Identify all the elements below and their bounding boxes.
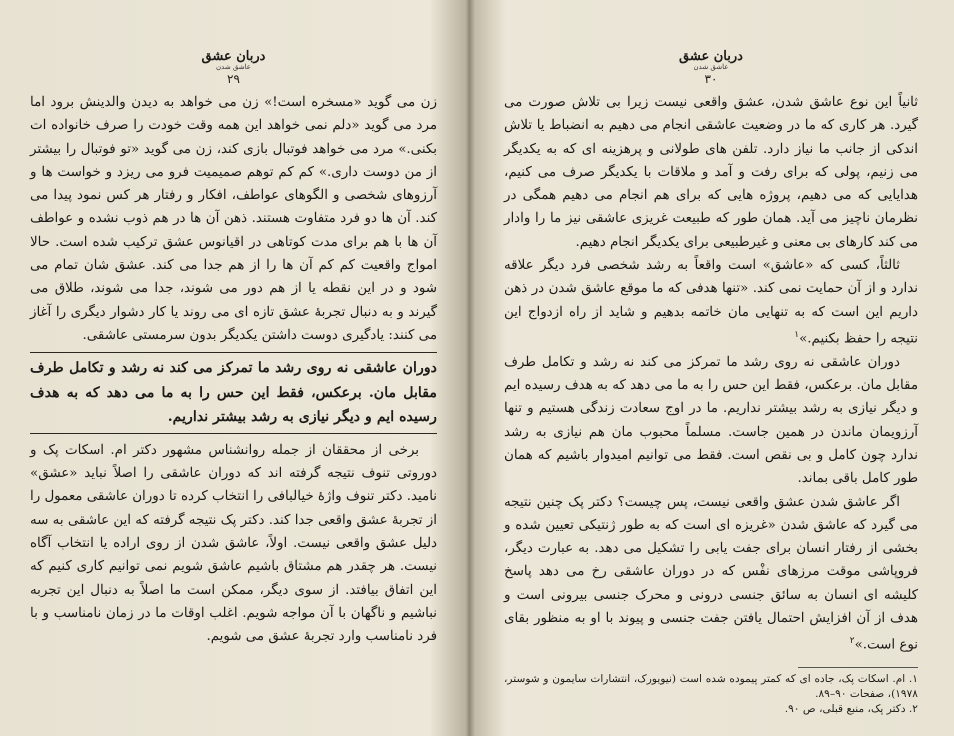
paragraph — [504, 254, 918, 351]
pull-quote: دوران عاشقی نه روی رشد ما تمرکز می کند نه رشد و تکامل طرف مقابل مان. برعکس، فقط این حس را به ما می دهد که به هدف رسیده ایم و دیگر نیازی به رشد بیشتر نداریم. — [30, 352, 437, 434]
book-logo: دربان عشق — [679, 49, 743, 64]
footnote: ۱. ام. اسکات پک، جاده ای که کمتر پیموده شده است (نیویورک، انتشارات سایمون و شوستر، ۱۹۷۸)، صفحات ۹۰–۸۹. — [504, 673, 918, 701]
footnote: ۲. دکتر پک، منبع قبلی، ص ۹۰. — [784, 703, 918, 716]
paragraph-text: ثالثاً، کسی که «عاشق» است واقعاً به رشد شخصی فرد دیگر علاقه ندارد و از آن حمایت نمی کند. «تنها هدفی که ما موقع عاشق شدن در ذهن داریم این است که به تنهایی مان خاتمه بدهیم و شاید از راه ازدواج این نتیجه را حفظ بکنیم.» — [504, 258, 918, 347]
paragraph: دوران عاشقی نه روی رشد ما تمرکز می کند نه رشد و تکامل طرف مقابل مان. برعکس، فقط این حس را به ما می دهد که به هدف رسیده ایم و دیگر نیازی به رشد بیشتر نداریم. ما در اوج سعادت زندگی هستیم و تنها آرزویمان ماندن در همین جاست. مسلماً محبوب مان هم نیازی به رشد ندارد چون کامل و بی نقص است. فقط می توانیم امیدوار باشیم که همان طور کامل باقی بماند. — [504, 354, 919, 487]
paragraph: زن می گوید «مسخره است!» زن می خواهد به دیدن والدینش برود اما مرد می گوید «دلم نمی خواهد این همه وقت خودت را صرف خانواده ات بکنی.» مرد می خواهد فوتبال بازی کند، زن می گوید «تو فوتبال را بیشتر از من دوست داری.» کم کم توهم صمیمیت فرو می ریزد و خواست ها و آرزوهای شخصی و الگوهای عواطف، افکار و رفتار هر کس نمود پیدا می کند. آن ها دو فرد متفاوت هستند. ذهن آن ها در هم ذوب نشده و عواطف آن ها با هم برای مدت کوتاهی در اقیانوس عشق ترکیب شده است. حالا امواج واقعیت کم کم آن ها را از هم جدا می کند. عشق شان تمام می شود و در این نقطه یا از هم دور می شوند، جدا می شوند، طلاق می گیرند و به دنبال تجربهٔ عشق تازه ای می روند یا کار دشوار دیگری را آغاز می کنند: یادگیری دوست داشتن یکدیگر بدون سرمستی عاشقی. — [30, 95, 437, 343]
book-logo-subtitle: عاشق شدن — [216, 63, 251, 71]
footnote-divider — [798, 667, 918, 668]
footnote-reference[interactable]: ۱ — [794, 329, 800, 340]
page-number: ۲۹ — [227, 72, 240, 86]
paragraph-text: اگر عاشق شدن عشق واقعی نیست، پس چیست؟ دکتر پک چنین نتیجه می گیرد که عاشق شدن «غریزه ای است که به طور ژنتیکی تعیین شده و بخشی از رفتار انسان برای جفت یابی را تشکیل می دهد. به عبارت دیگر، فروپاشی موقت مرزهای نفْس که در دوران عاشقی رخ می دهد پاسخ کلیشه ای انسان به سائق جنسی درونی و محرک جنسی بیرونی است و هدف از آن افزایش احتمال یافتن جفت جنسی و پیوند با او به منظور بقای نوع است.» — [504, 494, 919, 653]
footnote-reference[interactable]: ۲ — [849, 636, 855, 647]
paragraph — [504, 491, 918, 658]
paragraph: برخی از محققان از جمله روانشناس مشهور دکتر ام. اسکات پک و دوروتی تنوف نتیجه گرفته اند که دوران عاشقی را اصلاً نباید «عشق» نامید. دکتر تنوف واژهٔ خیالبافی را انتخاب کرده تا دوران عاشقی معمول را از تجربهٔ عشق واقعی جدا کند. دکتر پک نتیجه گرفته که این عاشقی به سه دلیل عشق واقعی نیست. اولاً، عاشق شدن از روی اراده یا انتخاب آگاه نیست. هر چقدر هم مشتاق باشیم عاشق شویم نمی توانیم کاری کنیم که این اتفاق بیافتد. از سوی دیگر، ممکن است ما اصلاً به دنبال این تجربه نباشیم و ناگهان با آن مواجه شویم. اغلب اوقات ما در زمان نامناسب و با فرد نامناسب وارد تجربهٔ عشق می شویم. — [30, 442, 437, 645]
book-logo: دربان عشق — [201, 49, 266, 64]
book-logo-subtitle: عاشق شدن — [693, 63, 729, 71]
paragraph: ثانیاً این نوع عاشق شدن، عشق واقعی نیست زیرا بی تلاش صورت می گیرد. هر کاری که ما در وضعیت عاشقی انجام می دهیم به انضباط یا تلاش اندکی از جانب ما نیاز دارد. تلفن های طولانی و پرهزینه ای که به یکدیگر می زنیم، پولی که برای رفت و آمد و ملاقات با یکدیگر صرف می کنیم، هدایایی که می دهیم، پروژه هایی که برای هم انجام می دهیم همگی در نظرمان ناچیز می آید. همان طور که طبیعت غریزی عاشقی نیز ما را وادار می کند کارهای بی معنی و غیرطبیعی برای یکدیگر انجام دهیم. — [504, 95, 918, 250]
left-page — [0, 0, 465, 736]
right-page — [478, 0, 954, 736]
page-number: ۳۰ — [704, 72, 718, 86]
page-header — [504, 50, 918, 85]
page-header — [30, 50, 437, 85]
